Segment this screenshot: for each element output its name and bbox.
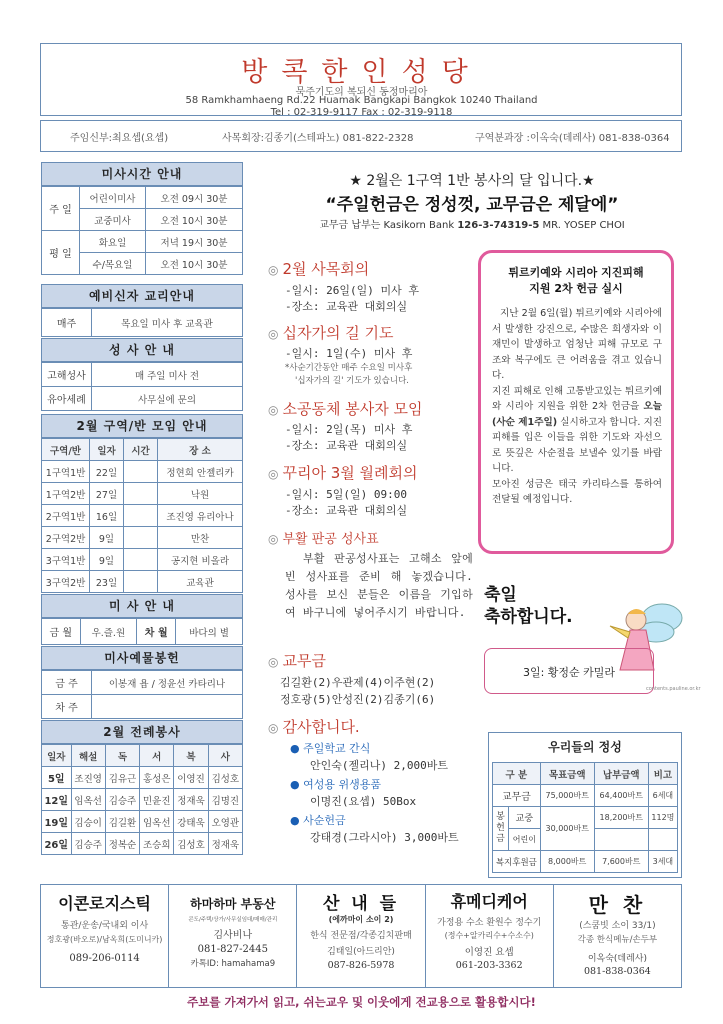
cell: 정현희 안젤리카 xyxy=(158,461,243,483)
cell: 봉헌금 xyxy=(493,807,509,851)
item-note: *사순기간동안 매주 수요일 미사후 xyxy=(285,363,413,373)
item-line: -일시: 1일(수) 미사 후 xyxy=(285,347,413,360)
this-month-value: 우.즐.원 xyxy=(80,619,137,645)
cell: 64,400바트 xyxy=(594,785,648,807)
church-contact: Tel : 02-319-9117 Fax : 02-319-9118 xyxy=(270,107,453,118)
ad-line: 통관/운송/국내외 이사 xyxy=(61,921,149,931)
ad-extra: 카톡ID: hamahama9 xyxy=(190,959,276,969)
mass-name: 교중미사 xyxy=(80,209,146,231)
mass-name: 화요일 xyxy=(80,231,146,253)
table-row xyxy=(42,527,243,549)
dues-title-text: 교무금 xyxy=(282,652,326,670)
cell: 26일 xyxy=(42,833,72,855)
cell: 이영진 xyxy=(174,767,208,789)
mass-name: 어린이미사 xyxy=(80,187,146,209)
cell: 정재욱 xyxy=(174,789,208,811)
feast-title-1: 축일 xyxy=(484,585,517,605)
item-line: -일시: 5일(일) 09:00 xyxy=(285,488,407,501)
mass-times-table xyxy=(41,186,243,275)
catechism-title: 예비신자 교리안내 xyxy=(41,284,243,308)
ad-line: (스쿰빗 소이 33/1) xyxy=(579,921,656,931)
mass-time: 오전 09시 30분 xyxy=(146,187,243,209)
cell: 9일 xyxy=(90,549,124,571)
table-row xyxy=(42,549,243,571)
col-header: 사 xyxy=(208,745,242,767)
dues-title xyxy=(268,650,326,671)
ad-name: 만 찬 xyxy=(588,893,647,917)
mass-name: 수/목요일 xyxy=(80,253,146,275)
cell: 6세대 xyxy=(648,785,677,807)
cell: 오영관 xyxy=(208,811,242,833)
ad-line: 콘도/주택/상가/사무실임대/매매/관리 xyxy=(188,917,278,923)
serving-month-notice: ★ 2월은 1구역 1반 봉사의 달 입니다.★ xyxy=(349,173,595,189)
table-row xyxy=(42,789,243,811)
catechism-label: 매주 xyxy=(42,309,92,337)
item-line: -장소: 교육관 대회의실 xyxy=(285,504,408,517)
cell: 교무금 xyxy=(493,785,541,807)
relief-title-1: 튀르키예와 시리아 지진피해 xyxy=(508,266,644,279)
ad-phone: 061-203-3362 xyxy=(455,960,523,971)
table-row xyxy=(42,767,243,789)
cell xyxy=(124,571,158,593)
district-table xyxy=(41,438,243,593)
cell: 김승주 xyxy=(105,789,139,811)
cell: 낙원 xyxy=(158,483,243,505)
cell: 7,600바트 xyxy=(594,851,648,873)
thanks-label xyxy=(290,740,370,756)
thanks-label-text: 주일학교 간식 xyxy=(303,742,371,755)
item-title-text: 소공동체 봉사자 모임 xyxy=(282,400,423,418)
ad-card xyxy=(41,885,169,987)
mass-time: 저녁 19시 30분 xyxy=(146,231,243,253)
col-header: 납부금액 xyxy=(594,763,648,785)
cell xyxy=(648,829,677,851)
ad-phone: 089-206-0114 xyxy=(69,953,140,964)
bullet-icon: ● xyxy=(290,778,304,791)
col-header: 서 xyxy=(140,745,174,767)
item-line: -일시: 26일(일) 미사 후 xyxy=(285,284,419,297)
thanks-value: 안인숙(젤리나) 2,000바트 xyxy=(310,759,448,772)
district-chief: 구역분과장 :이옥숙(데레사) 081-838-0364 xyxy=(475,133,670,144)
circle-icon: ◎ xyxy=(268,721,279,735)
col-header: 장 소 xyxy=(158,439,243,461)
cell: 홍성은 xyxy=(140,767,174,789)
church-motto: 묵주기도의 복되신 동정마리아 xyxy=(295,87,428,98)
col-header: 독 xyxy=(105,745,139,767)
relief-p2 xyxy=(492,384,662,477)
feast-text: 3일: 황정순 카밀라 xyxy=(522,666,616,679)
cell: 교중 xyxy=(509,807,541,829)
thanks-title-text: 감사합니다. xyxy=(282,718,360,736)
cell: 75,000바트 xyxy=(540,785,594,807)
item-title xyxy=(268,462,418,483)
church-name: 방콕한인성당 xyxy=(241,57,482,88)
cell: 임옥선 xyxy=(140,811,174,833)
cell: 조승희 xyxy=(140,833,174,855)
ads-box xyxy=(40,884,682,988)
table-row xyxy=(42,833,243,855)
ad-name: 하마하마 부동산 xyxy=(190,897,276,911)
item-note: '십자가의 길' 기도가 있습니다. xyxy=(295,376,410,386)
cell: 2구역2반 xyxy=(42,527,90,549)
bullet-icon: ● xyxy=(290,814,304,827)
footer-slogan: 주보를 가져가서 읽고, 쉬는교우 및 이웃에게 전교용으로 활용합시다! xyxy=(187,995,536,1009)
offering-table xyxy=(41,670,243,719)
bank-info xyxy=(262,216,682,231)
next-month-label: 차 월 xyxy=(137,619,176,645)
ad-name: 휴메디케어 xyxy=(450,892,528,911)
ad-line: 이영진 요셉 xyxy=(464,947,514,958)
thanks-label-text: 여성용 위생용품 xyxy=(303,778,381,791)
ad-line: 가정용 수소 환원수 정수기 xyxy=(437,918,542,928)
cell: 3구역2반 xyxy=(42,571,90,593)
ad-card xyxy=(297,885,425,987)
table-row xyxy=(42,483,243,505)
cell: 1구역1반 xyxy=(42,461,90,483)
table-row xyxy=(42,811,243,833)
item-title xyxy=(268,322,393,343)
dues-line: 정호광(5)안성진(2)김종기(6) xyxy=(280,693,436,706)
thanks-label xyxy=(290,812,346,828)
col-header: 시간 xyxy=(124,439,158,461)
mass-time: 오전 10시 30분 xyxy=(146,253,243,275)
cell: 12일 xyxy=(42,789,72,811)
church-address: 58 Ramkhamhaeng Rd.22 Huamak Bangkapi Bangkok 10240 Thailand xyxy=(185,95,538,106)
bank-account: 126-3-74319-5 xyxy=(457,220,540,231)
cell: 정재욱 xyxy=(208,833,242,855)
sacrament-value: 매 주일 미사 전 xyxy=(92,363,243,387)
relief-p2a: 지진 피해로 인해 고통받고있는 튀르키예와 시리아 지원을 위한 2차 헌금을 xyxy=(492,385,662,412)
cell xyxy=(124,505,158,527)
col-header: 비고 xyxy=(648,763,677,785)
cell: 정복순 xyxy=(105,833,139,855)
cell: 112명 xyxy=(648,807,677,829)
ad-card xyxy=(426,885,554,987)
ad-card xyxy=(169,885,297,987)
ad-phone: 081-838-0364 xyxy=(583,966,651,977)
cell xyxy=(124,461,158,483)
cell: 김유근 xyxy=(105,767,139,789)
col-header: 일자 xyxy=(42,745,72,767)
cell: 조진영 유리아나 xyxy=(158,505,243,527)
sacrament-label: 유아세례 xyxy=(42,387,92,411)
table-row xyxy=(493,851,678,873)
this-month-label: 금 월 xyxy=(42,619,81,645)
cell: 강태욱 xyxy=(174,811,208,833)
this-week-value: 이봉재 욥 / 정윤선 카타리나 xyxy=(92,671,243,695)
thanks-value: 강태경(그라시아) 3,000바트 xyxy=(310,831,459,844)
finance-title: 우리들의 정성 xyxy=(548,740,622,754)
cell: 김성호 xyxy=(174,833,208,855)
item-line: -일시: 2일(목) 미사 후 xyxy=(285,423,413,436)
ad-card xyxy=(554,885,681,987)
easter-title xyxy=(268,528,379,547)
offering-title: 미사예물봉헌 xyxy=(41,646,243,670)
circle-icon: ◎ xyxy=(268,467,279,481)
ad-line: 김태일(아드리안) xyxy=(327,947,395,957)
item-title-text: 2월 사목회의 xyxy=(282,260,370,278)
cell: 김명진 xyxy=(208,789,242,811)
cell: 공지현 비올라 xyxy=(158,549,243,571)
col-header: 해설 xyxy=(71,745,105,767)
cell: 복지후원금 xyxy=(493,851,541,873)
ad-line: 정호광(바오로)/남옥희(도미니카) xyxy=(46,935,163,944)
relief-p2c: 실시하고자 합니다. 지진 피해를 입은 이들을 위한 기도와 자선으로 뜻깊은 사순절을 보낼수 있기를 바랍니다. xyxy=(492,416,662,474)
cell: 3구역1반 xyxy=(42,549,90,571)
cell: 만찬 xyxy=(158,527,243,549)
bullet-icon: ● xyxy=(290,742,304,755)
cell: 1구역2반 xyxy=(42,483,90,505)
sacraments-title: 성 사 안 내 xyxy=(41,338,243,362)
feast-title-2: 축하합니다. xyxy=(484,607,573,627)
cell xyxy=(594,829,648,851)
catechism-table xyxy=(41,308,243,337)
cell: 9일 xyxy=(90,527,124,549)
item-line: -장소: 교육관 대회의실 xyxy=(285,300,408,313)
item-line: -장소: 교육관 대회의실 xyxy=(285,439,408,452)
circle-icon: ◎ xyxy=(268,403,279,417)
cell: 김성호 xyxy=(208,767,242,789)
next-month-value: 바다의 별 xyxy=(176,619,243,645)
mass-info-table xyxy=(41,618,243,645)
cell: 교육관 xyxy=(158,571,243,593)
cell: 김승주 xyxy=(71,833,105,855)
item-title xyxy=(268,398,422,419)
sacrament-value: 사무실에 문의 xyxy=(92,387,243,411)
cell: 27일 xyxy=(90,483,124,505)
ad-line: 각종 한식메뉴/손두부 xyxy=(577,935,658,945)
thanks-label xyxy=(290,776,381,792)
cell: 김승이 xyxy=(71,811,105,833)
next-week-value xyxy=(92,695,243,719)
pastor: 주임신부:최요셉(요셉) xyxy=(70,133,169,144)
easter-title-text: 부활 판공 성사표 xyxy=(282,532,379,547)
cell xyxy=(124,483,158,505)
thanks-label-text: 사순헌금 xyxy=(303,814,346,827)
mass-info-title: 미 사 안 내 xyxy=(41,594,243,618)
relief-p2-highlight: 오늘(사순 제1주일) xyxy=(492,401,662,428)
cell: 22일 xyxy=(90,461,124,483)
table-row xyxy=(493,807,678,829)
circle-icon: ◎ xyxy=(268,655,279,669)
circle-icon: ◎ xyxy=(268,532,279,546)
district-title: 2월 구역/반 모임 안내 xyxy=(41,414,243,438)
cell: 어린이 xyxy=(509,829,541,851)
ad-name: 산 내 들 xyxy=(322,894,400,914)
cell: 19일 xyxy=(42,811,72,833)
liturgy-table xyxy=(41,744,243,855)
easter-body: 부활 판공성사표는 고해소 앞에 빈 성사표를 준비 해 놓겠습니다. 성사를 보신 분들은 이름을 기입하여 바구니에 넣어주시기 바랍니다. xyxy=(285,552,473,619)
sacrament-label: 고해성사 xyxy=(42,363,92,387)
col-header: 복 xyxy=(174,745,208,767)
sunday-label: 주 일 xyxy=(42,187,80,231)
relief-p1: 지난 2월 6일(월) 튀르키예와 시리아에서 발생한 강진으로, 수많은 희생자와 이재민이 발생하고 엄청난 피해 규모로 구조와 복구에도 큰 어려움을 겪고 있습니다. xyxy=(492,308,662,381)
table-row xyxy=(42,571,243,593)
mass-times-title: 미사시간 안내 xyxy=(41,162,243,186)
ad-line: 김사비나 xyxy=(213,930,253,941)
ad-line: 이옥숙(데레사) xyxy=(587,954,647,964)
ad-phone: 081-827-2445 xyxy=(197,944,268,955)
next-week-label: 차 주 xyxy=(42,695,92,719)
table-row xyxy=(42,505,243,527)
liturgy-title: 2월 전례봉사 xyxy=(41,720,243,744)
circle-icon: ◎ xyxy=(268,263,279,277)
image-credit: contents.pauline.or.kr xyxy=(646,686,701,692)
cell xyxy=(124,549,158,571)
item-title xyxy=(268,258,369,279)
table-row xyxy=(493,785,678,807)
cell: 16일 xyxy=(90,505,124,527)
col-header: 구역/반 xyxy=(42,439,90,461)
relief-title-2: 지원 2차 헌금 실시 xyxy=(529,282,623,295)
item-title-text: 십자가의 길 기도 xyxy=(282,324,394,342)
mass-time: 오전 10시 30분 xyxy=(146,209,243,231)
cell: 3세대 xyxy=(648,851,677,873)
bank-owner: MR. YOSEP CHOI xyxy=(539,220,625,231)
col-header: 구 분 xyxy=(493,763,541,785)
cell: 민윤진 xyxy=(140,789,174,811)
cell: 8,000바트 xyxy=(540,851,594,873)
offering-slogan: “주일헌금은 정성껏, 교무금은 제달에” xyxy=(325,195,619,215)
cell xyxy=(124,527,158,549)
catechism-value: 목요일 미사 후 교육관 xyxy=(92,309,243,337)
cell: 2구역1반 xyxy=(42,505,90,527)
weekday-label: 평 일 xyxy=(42,231,80,275)
this-week-label: 금 주 xyxy=(42,671,92,695)
cell: 임옥선 xyxy=(71,789,105,811)
thanks-title xyxy=(268,716,360,737)
cell: 30,000바트 xyxy=(540,807,594,851)
relief-p3: 모아진 성금은 태국 카리타스를 통하여 전달될 예정입니다. xyxy=(492,478,662,505)
ad-phone: 087-826-5978 xyxy=(327,960,395,971)
thanks-value: 이명진(요셉) 50Box xyxy=(310,795,417,808)
circle-icon: ◎ xyxy=(268,327,279,341)
bank-label: 교무금 납부는 Kasikorn Bank xyxy=(319,220,458,231)
ad-name: 이콘로지스틱 xyxy=(58,894,151,913)
col-header: 일자 xyxy=(90,439,124,461)
sacraments-table xyxy=(41,362,243,411)
cell: 18,200바트 xyxy=(594,807,648,829)
cell: 5일 xyxy=(42,767,72,789)
ad-line: 한식 전문점/각종김치판매 xyxy=(310,931,412,941)
finance-table xyxy=(492,762,678,873)
cell: 김길환 xyxy=(105,811,139,833)
cell: 23일 xyxy=(90,571,124,593)
council-president: 사목회장:김종기(스테파노) 081-822-2328 xyxy=(222,133,414,144)
cell: 조진영 xyxy=(71,767,105,789)
col-header: 목표금액 xyxy=(540,763,594,785)
relief-body xyxy=(492,306,662,508)
dues-line: 김길환(2)우관제(4)이주현(2) xyxy=(280,676,436,689)
ad-line: (정수+알카리수+수소수) xyxy=(444,931,534,940)
ad-line: (에까마이 소이 2) xyxy=(328,915,394,924)
table-row xyxy=(42,461,243,483)
item-title-text: 꾸리아 3월 월례회의 xyxy=(282,464,418,482)
